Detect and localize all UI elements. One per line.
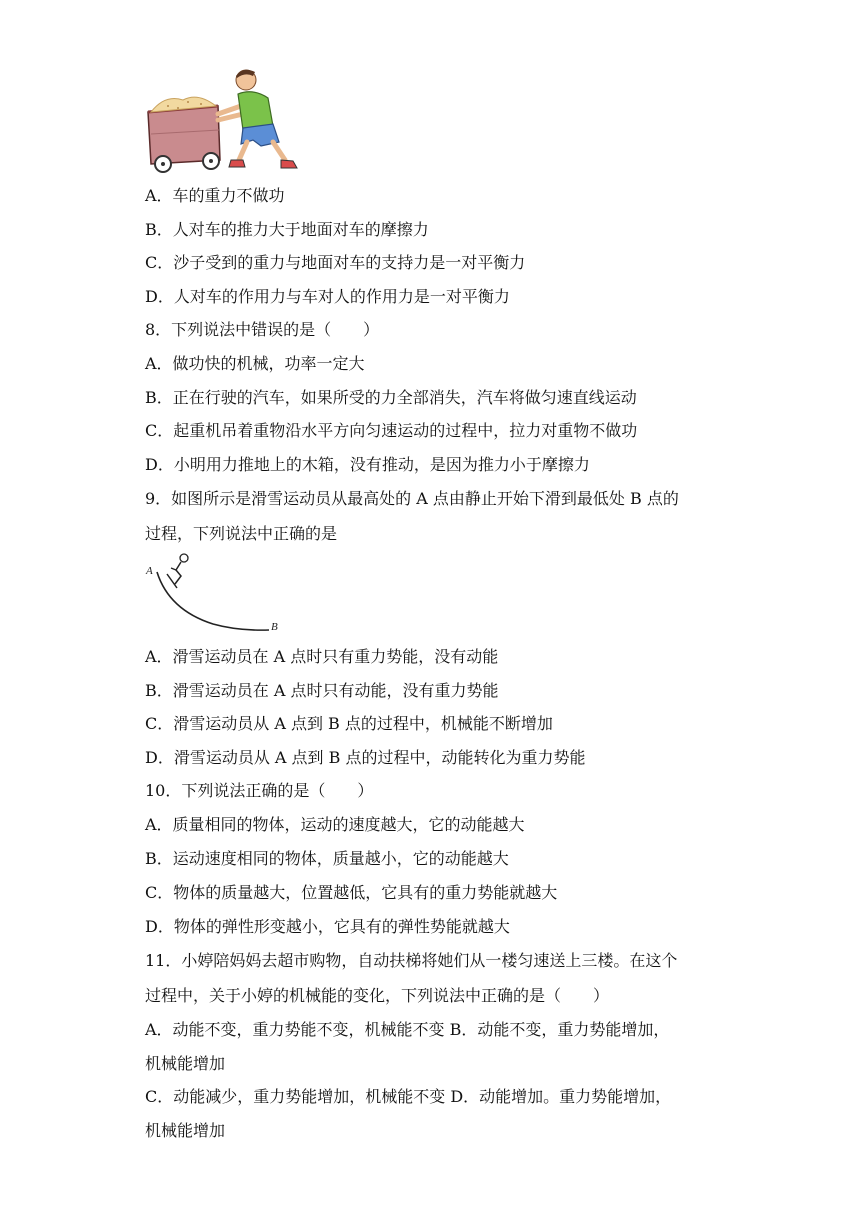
q9-stem-line1: 9．如图所示是滑雪运动员从最高处的 A 点由静止开始下滑到最低处 B 点的 [145,489,679,508]
q11-line-cd: C．动能减少，重力势能增加，机械能不变 D．动能增加。重力势能增加， [145,1087,672,1106]
q9-option-a: A．滑雪运动员在 A 点时只有重力势能，没有动能 [145,647,499,666]
q8-option-d: D．小明用力推地上的木箱，没有推动，是因为推力小于摩擦力 [145,455,590,474]
q7-option-b: B．人对车的推力大于地面对车的摩擦力 [145,220,429,239]
q8-option-a: A．做功快的机械，功率一定大 [145,354,365,373]
q9-stem-line2: 过程，下列说法中正确的是 [145,524,338,543]
q9-option-b: B．滑雪运动员在 A 点时只有动能，没有重力势能 [145,681,499,700]
q10-option-c: C．物体的质量越大，位置越低，它具有的重力势能就越大 [145,883,558,902]
q9-option-d: D．滑雪运动员从 A 点到 B 点的过程中，动能转化为重力势能 [145,748,586,767]
q10-option-d: D．物体的弹性形变越小，它具有的弹性势能就越大 [145,917,510,936]
q8-option-b: B．正在行驶的汽车，如果所受的力全部消失，汽车将做匀速直线运动 [145,388,637,407]
point-a-label: A [146,565,153,577]
q8-stem: 8．下列说法中错误的是（ ） [145,320,380,339]
q11-stem-line2: 过程中，关于小婷的机械能的变化，下列说法中正确的是（ ） [145,986,610,1005]
cart-push-figure [143,64,308,176]
q10-option-a: A．质量相同的物体，运动的速度越大，它的动能越大 [145,815,525,834]
q11-stem-line1: 11．小婷陪妈妈去超市购物，自动扶梯将她们从一楼匀速送上三楼。在这个 [145,951,678,970]
q10-option-b: B．运动速度相同的物体，质量越小，它的动能越大 [145,849,509,868]
q8-option-c: C．起重机吊着重物沿水平方向匀速运动的过程中，拉力对重物不做功 [145,421,638,440]
point-b-label: B [271,621,278,633]
q11-line-ab: A．动能不变，重力势能不变，机械能不变 B．动能不变，重力势能增加， [145,1020,670,1039]
q11-line-cd-cont: 机械能增加 [145,1121,226,1140]
q7-option-a: A．车的重力不做功 [145,186,285,205]
ski-slope-figure [143,550,288,636]
q9-option-c: C．滑雪运动员从 A 点到 B 点的过程中，机械能不断增加 [145,714,553,733]
q10-stem: 10．下列说法正确的是（ ） [145,781,374,800]
q7-option-d: D．人对车的作用力与车对人的作用力是一对平衡力 [145,287,510,306]
q11-line-ab-cont: 机械能增加 [145,1054,226,1073]
q7-option-c: C．沙子受到的重力与地面对车的支持力是一对平衡力 [145,253,526,272]
